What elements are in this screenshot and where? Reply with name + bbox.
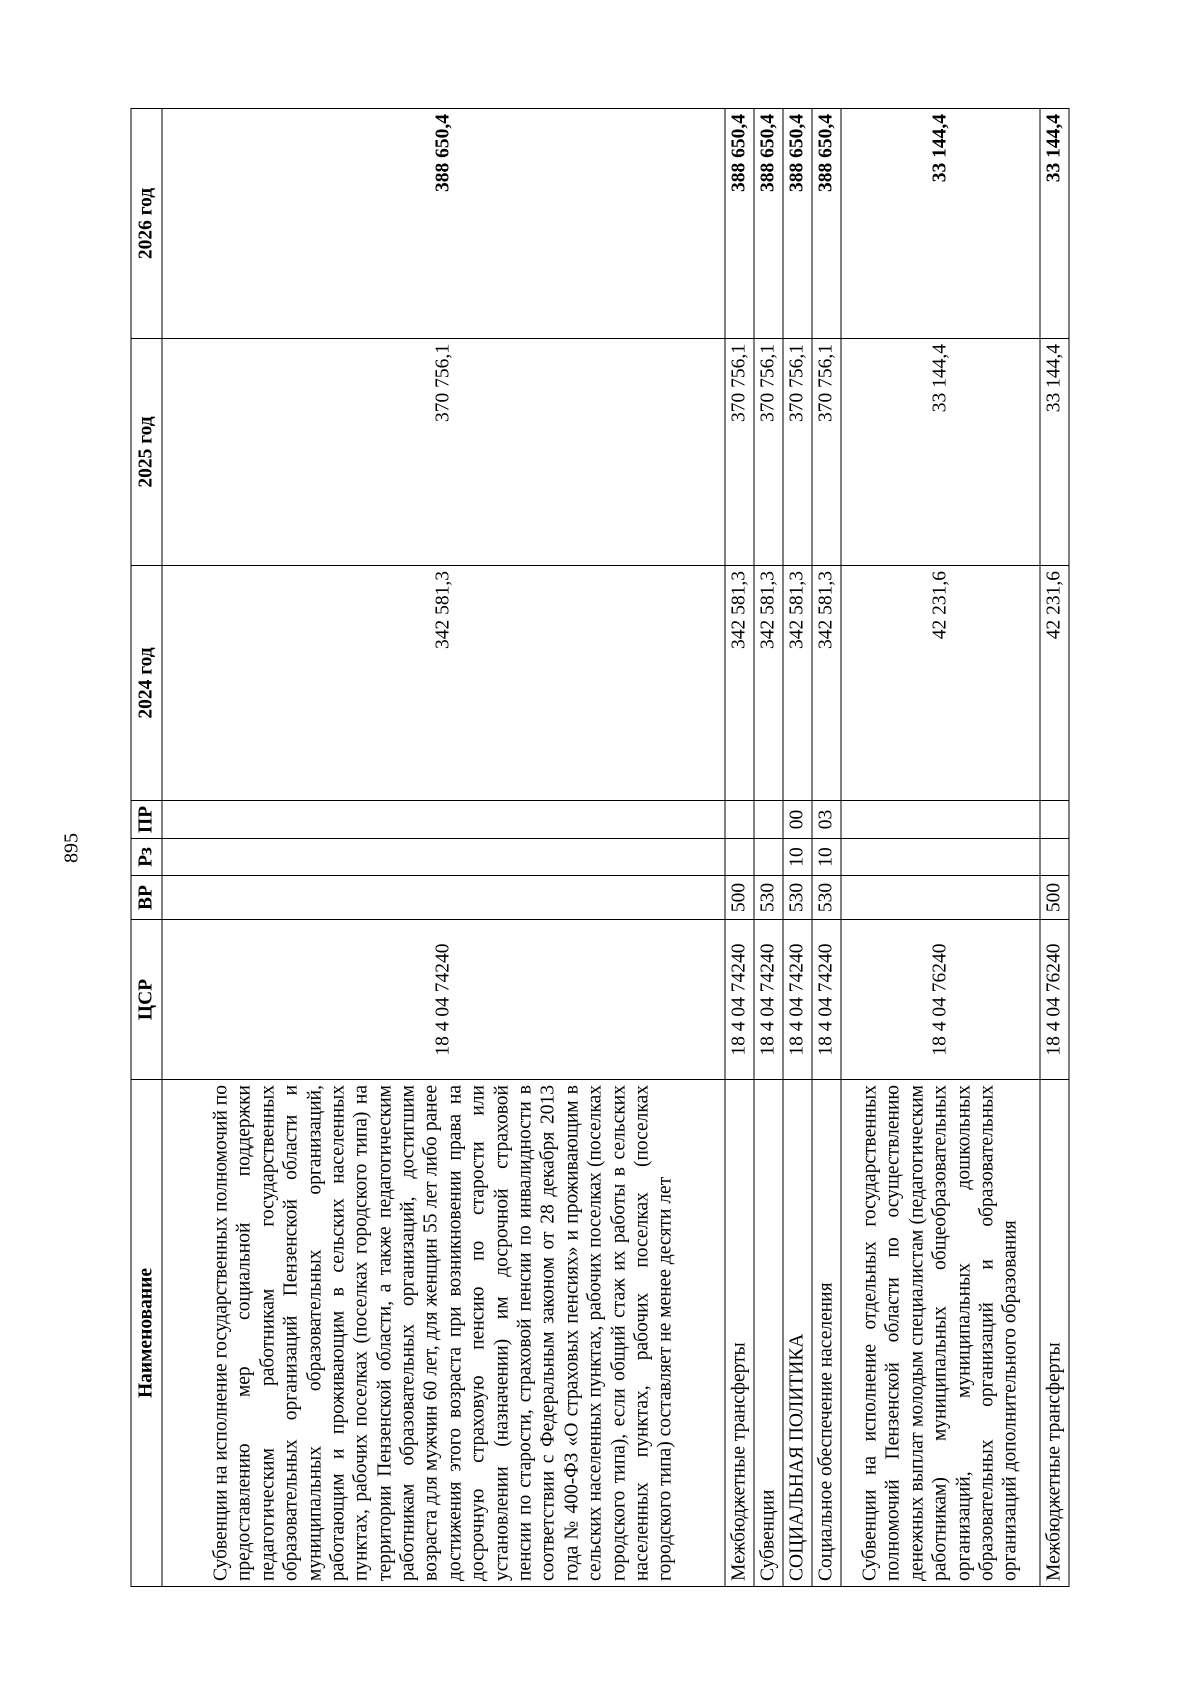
cell-2025: 370 756,1 (783, 339, 812, 566)
cell-2025: 370 756,1 (754, 339, 783, 566)
header-2025: 2025 год (131, 339, 162, 566)
cell-name: Субвенции на исполнение государственных полномочий по предоставлению мер социальной поддержки педагогическим работникам государственных образовательных организаций Пензенской области и муниципальных образовательных организаций, работающим и проживающим в сельских населенных пунктах, рабочих поселках (поселках городского типа) на территории Пензенской области, а также педагогическим работникам образовательных организаций, достигшим возраста для мужчин 60 лет, для женщин 55 лет либо ранее достижения этого возраста при возникновении права на досрочную страховую пенсию по старости или установлении (назначении) им досрочной страховой пенсии по старости, страховой пенсии по инвалидности в соответствии с Федеральным законом от 28 декабря 2013 года № 400-ФЗ «О страховых пенсиях» и проживающим в сельских населенных пунктах, рабочих поселках (поселках городского типа), если общий стаж их работы в сельских населенных пунктах, рабочих поселках (поселках городского типа) составляет не менее десяти лет (162, 1080, 725, 1587)
cell-2026: 388 650,4 (812, 109, 841, 339)
cell-2025: 33 144,4 (1040, 339, 1069, 566)
table-row (725, 109, 754, 1587)
cell-rz (162, 839, 725, 876)
cell-pr: 00 (783, 801, 812, 839)
cell-2025: 370 756,1 (162, 339, 725, 566)
cell-name: Межбюджетные трансферты (1040, 1080, 1069, 1587)
cell-vr: 530 (754, 876, 783, 920)
cell-rz (841, 839, 1040, 876)
cell-rz: 10 (812, 839, 841, 876)
cell-csr: 18 4 04 74240 (162, 920, 725, 1080)
cell-2024: 42 231,6 (841, 566, 1040, 801)
cell-2026: 388 650,4 (783, 109, 812, 339)
cell-2026: 33 144,4 (1040, 109, 1069, 339)
cell-csr: 18 4 04 74240 (725, 920, 754, 1080)
rotated-table-container (131, 109, 1070, 1587)
table-row (162, 109, 725, 1587)
cell-pr (725, 801, 754, 839)
cell-2024: 342 581,3 (754, 566, 783, 801)
cell-name: Субвенции на исполнение отдельных государственных полномочий Пензенской области по осуществлению денежных выплат молодым специалистам (педагогическим работникам) муниципальных общеобразовательных организаций, муниципальных дошкольных образовательных организаций и образовательных организаций дополнительного образования (841, 1080, 1040, 1587)
cell-vr (162, 876, 725, 920)
cell-2026: 388 650,4 (162, 109, 725, 339)
cell-rz (754, 839, 783, 876)
header-2024: 2024 год (131, 566, 162, 801)
header-pr: ПР (131, 801, 162, 839)
cell-name: Субвенции (754, 1080, 783, 1587)
cell-2024: 342 581,3 (162, 566, 725, 801)
cell-csr: 18 4 04 76240 (841, 920, 1040, 1080)
cell-pr (841, 801, 1040, 839)
cell-csr: 18 4 04 76240 (1040, 920, 1069, 1080)
page-number: 895 (60, 833, 83, 863)
cell-rz (1040, 839, 1069, 876)
cell-csr: 18 4 04 74240 (812, 920, 841, 1080)
cell-2024: 342 581,3 (725, 566, 754, 801)
table-row (1040, 109, 1069, 1587)
cell-pr: 03 (812, 801, 841, 839)
cell-2024: 42 231,6 (1040, 566, 1069, 801)
cell-2025: 370 756,1 (812, 339, 841, 566)
budget-table (131, 108, 1070, 1587)
cell-pr (162, 801, 725, 839)
cell-2025: 33 144,4 (841, 339, 1040, 566)
table-row (841, 109, 1040, 1587)
table-row (783, 109, 812, 1587)
cell-pr (1040, 801, 1069, 839)
header-vr: ВР (131, 876, 162, 920)
cell-vr: 530 (812, 876, 841, 920)
cell-pr (754, 801, 783, 839)
cell-name: СОЦИАЛЬНАЯ ПОЛИТИКА (783, 1080, 812, 1587)
header-name: Наименование (131, 1080, 162, 1587)
cell-vr (841, 876, 1040, 920)
cell-2025: 370 756,1 (725, 339, 754, 566)
table-row (812, 109, 841, 1587)
cell-2024: 342 581,3 (812, 566, 841, 801)
header-csr: ЦСР (131, 920, 162, 1080)
cell-rz (725, 839, 754, 876)
cell-2026: 388 650,4 (725, 109, 754, 339)
cell-vr: 500 (1040, 876, 1069, 920)
cell-vr: 500 (725, 876, 754, 920)
cell-csr: 18 4 04 74240 (754, 920, 783, 1080)
cell-name: Социальное обеспечение населения (812, 1080, 841, 1587)
cell-vr: 530 (783, 876, 812, 920)
cell-name: Межбюджетные трансферты (725, 1080, 754, 1587)
cell-rz: 10 (783, 839, 812, 876)
cell-csr: 18 4 04 74240 (783, 920, 812, 1080)
cell-2024: 342 581,3 (783, 566, 812, 801)
header-2026: 2026 год (131, 109, 162, 339)
cell-2026: 33 144,4 (841, 109, 1040, 339)
table-row (754, 109, 783, 1587)
cell-2026: 388 650,4 (754, 109, 783, 339)
header-rz: Рз (131, 839, 162, 876)
table-header-row (131, 109, 162, 1587)
